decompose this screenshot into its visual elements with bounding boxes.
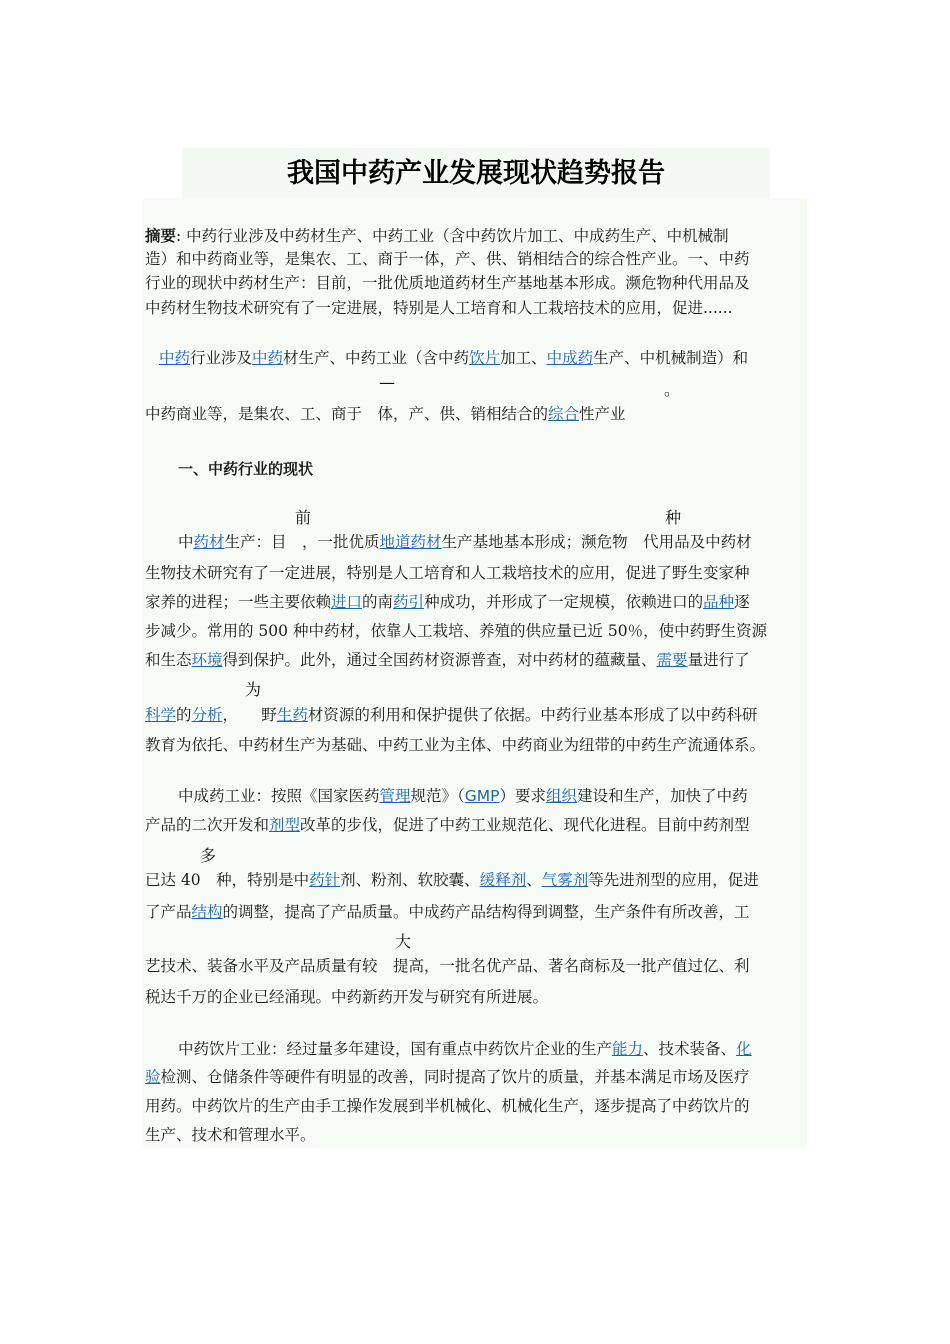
- p3-line: 验检测、仓储条件等硬件有明显的改善，同时提高了饮片的质量，并基本满足市场及医疗: [145, 1068, 750, 1086]
- link-zonghe[interactable]: 综合: [548, 405, 580, 423]
- link-yinpian[interactable]: 饮片: [469, 349, 501, 367]
- link-yaozhen[interactable]: 药针: [309, 871, 341, 889]
- section-heading: 一、中药行业的现状: [178, 460, 314, 478]
- stray-glyph: 多: [200, 846, 217, 865]
- stray-glyph: 前: [295, 508, 312, 527]
- p1-line: 生物技术研究有了一定进展，特别是人工培育和人工栽培技术的应用，促进了野生变家种: [145, 564, 750, 582]
- stray-glyph: 种: [665, 508, 682, 527]
- link-pinzhong[interactable]: 品种: [703, 593, 735, 611]
- stray-glyph: —: [379, 373, 395, 392]
- intro-line: 中药商业等，是集农、工、商于 体，产、供、销相结合的综合性产业: [145, 405, 626, 423]
- stray-glyph: 为: [245, 680, 262, 699]
- link-huayan[interactable]: 化: [736, 1040, 752, 1058]
- p3-line: 用药。中药饮片的生产由手工操作发展到半机械化、机械化生产，逐步提高了中药饮片的: [145, 1097, 750, 1115]
- p3-line: 中药饮片工业：经过量多年建设，国有重点中药饮片企业的生产能力、技术装备、化: [178, 1040, 752, 1058]
- stray-glyph: 大: [395, 932, 412, 951]
- link-zhongchengyao[interactable]: 中成药: [546, 349, 594, 367]
- stray-glyph: 。: [664, 380, 681, 399]
- link-zhongyao[interactable]: 中药: [159, 349, 191, 367]
- p2-line: 艺技术、装备水平及产品质量有较 提高，一批名优产品、著名商标及一批产值过亿、利: [145, 957, 750, 975]
- link-jinkou[interactable]: 进口: [331, 593, 363, 611]
- intro-line: 中药行业涉及中药材生产、中药工业（含中药饮片加工、中成药生产、中机械制造）和: [159, 349, 749, 367]
- link-huanshiji[interactable]: 缓释剂: [479, 871, 527, 889]
- p1-line: 教育为依托、中药材生产为基础、中药工业为主体、中药商业为纽带的中药生产流通体系。: [145, 736, 766, 754]
- link-shengyao[interactable]: 生药: [276, 706, 308, 724]
- abstract-line: 摘要: 中药行业涉及中药材生产、中药工业（含中药饮片加工、中成药生产、中机械制: [145, 227, 729, 245]
- abstract-line: 中药材生物技术研究有了一定进展，特别是人工培育和人工栽培技术的应用，促进......: [145, 299, 733, 317]
- p2-line: 税达千万的企业已经涌现。中药新药开发与研究有所进展。: [145, 988, 549, 1006]
- link-zhongyao[interactable]: 中药: [252, 349, 284, 367]
- p1-line: 和生态环境得到保护。此外，通过全国药材资源普查，对中药材的蕴藏量、需要量进行了: [145, 651, 750, 669]
- p2-line: 中成药工业：按照《国家医药管理规范》（GMP）要求组织建设和生产，加快了中药: [178, 787, 748, 805]
- link-jiegou[interactable]: 结构: [191, 903, 223, 921]
- link-gmp[interactable]: GMP: [464, 787, 500, 805]
- link-didaoyaocai[interactable]: 地道药材: [379, 533, 442, 551]
- p1-line: 家养的进程；一些主要依赖进口的南药引种成功，并形成了一定规模，依赖进口的品种逐: [145, 593, 750, 611]
- p2-line: 已达 40 种，特别是中药针剂、粉剂、软胶囊、缓释剂、气雾剂等先进剂型的应用，促进: [145, 871, 759, 889]
- page-title: 我国中药产业发展现状趋势报告: [287, 158, 665, 189]
- p2-line: 产品的二次开发和剂型改革的步伐，促进了中药工业规范化、现代化进程。目前中药剂型: [145, 816, 750, 834]
- link-kexue[interactable]: 科学: [145, 706, 177, 724]
- link-jixing[interactable]: 剂型: [269, 816, 301, 834]
- link-zuzhi[interactable]: 组织: [546, 787, 578, 805]
- link-fenxi[interactable]: 分析: [191, 706, 223, 724]
- link-xuyao[interactable]: 需要: [656, 651, 688, 669]
- abstract-line: 造）和中药商业等，是集农、工、商于一体，产、供、销相结合的综合性产业。一、中药: [145, 250, 750, 268]
- p2-line: 了产品结构的调整，提高了产品质量。中成药产品结构得到调整，生产条件有所改善，工: [145, 903, 750, 921]
- link-huayan[interactable]: 验: [145, 1068, 161, 1086]
- p1-line: 科学的分析， 野生药材资源的利用和保护提供了依据。中药行业基本形成了以中药科研: [145, 706, 758, 724]
- p1-line: 中药材生产：目 ，一批优质地道药材生产基地基本形成；濒危物 代用品及中药材: [178, 533, 752, 551]
- abstract-label: 摘要: [145, 227, 177, 245]
- link-guanli[interactable]: 管理: [379, 787, 411, 805]
- link-yaocai[interactable]: 药材: [193, 533, 225, 551]
- p1-line: 步减少。常用的 500 种中药材，依靠人工栽培、养殖的供应量已近 50％，使中药野生资源: [145, 622, 768, 640]
- link-yaoyin[interactable]: 药引: [393, 593, 425, 611]
- link-huanjing[interactable]: 环境: [191, 651, 223, 669]
- p3-line: 生产、技术和管理水平。: [145, 1126, 316, 1144]
- abstract-line: 行业的现状中药材生产：目前，一批优质地道药材生产基地基本形成。濒危物种代用品及: [145, 274, 750, 292]
- link-qiwuji[interactable]: 气雾剂: [541, 871, 589, 889]
- link-nengli[interactable]: 能力: [612, 1040, 644, 1058]
